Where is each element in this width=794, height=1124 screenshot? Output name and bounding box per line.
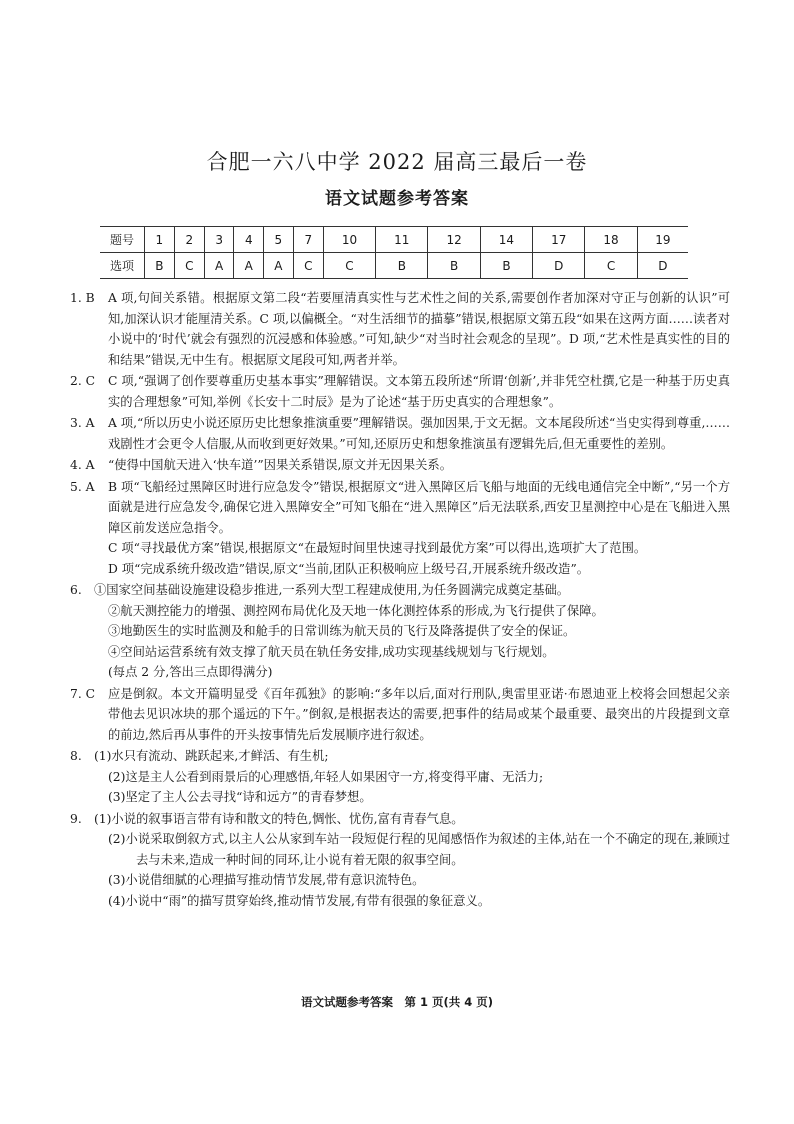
answer-option: B [428, 253, 480, 279]
answer-explanations [70, 288, 730, 912]
item-number: 8. [70, 749, 82, 763]
item-text: 应是倒叙。本文开篇明显受《百年孤独》的影响:“多年以后,面对行刑队,奥雷里亚诺·布恩迪亚上校将会回想起父亲带他去见识冰块的那个遥远的下午。”倒叙,是根据表达的需要,把事件的结局或某个最重要、最突出的片段提到文章的前边,然后再从事件的开头按事情先后发展顺序进行叙述。 [108, 686, 730, 742]
answer-item-8 [70, 746, 730, 808]
question-number: 11 [376, 227, 428, 253]
answer-option: C [585, 253, 637, 279]
row-header-number: 题号 [100, 227, 145, 253]
answer-option: A [234, 253, 264, 279]
item-point-1: (1)水只有流动、跳跃起来,才鲜活、有生机; [94, 749, 329, 763]
item-number: 4. A [70, 458, 95, 472]
answer-option: B [376, 253, 428, 279]
item-scoring-note: (每点 2 分,答出三点即得满分) [108, 665, 273, 679]
question-number: 5 [264, 227, 294, 253]
question-number: 1 [145, 227, 175, 253]
item-point-2: ②航天测控能力的增强、测控网布局优化及天地一体化测控体系的形成,为飞行提供了保障。 [108, 603, 604, 618]
page-subtitle: 语文试题参考答案 [325, 189, 469, 209]
answer-item-9 [70, 809, 730, 912]
question-number: 7 [293, 227, 323, 253]
page-title: 合肥一六八中学 2022 届高三最后一卷 [206, 150, 588, 174]
question-number: 3 [204, 227, 234, 253]
answer-item-4 [70, 455, 730, 476]
question-number: 2 [174, 227, 204, 253]
question-number: 18 [585, 227, 637, 253]
answer-item-6 [70, 580, 730, 683]
item-point-3: ③地勤医生的实时监测及和舱手的日常训练为航天员的飞行及降落提供了安全的保证。 [108, 624, 576, 638]
answer-option: B [145, 253, 175, 279]
row-header-option: 选项 [100, 253, 145, 279]
item-text-option-d: D 项“完成系统升级改造”错误,原文“当前,团队正积极响应上级号召,开展系统升级改造”。 [108, 561, 590, 576]
answer-item-3 [70, 413, 730, 454]
item-number: 5. A [70, 479, 95, 494]
answer-option: B [480, 253, 532, 279]
page-footer: 语文试题参考答案 第 1 页(共 4 页) [300, 995, 494, 1009]
question-number: 14 [480, 227, 532, 253]
answer-item-7 [70, 684, 730, 746]
item-number: 3. A [70, 416, 95, 430]
answer-option: D [533, 253, 585, 279]
item-point-1: ①国家空间基础设施建设稳步推进,一系列大型工程建成使用,为任务圆满完成奠定基础。 [94, 583, 570, 597]
item-text: “使得中国航天进入‘快车道’”因果关系错误,原文并无因果关系。 [108, 458, 453, 472]
answer-option: A [204, 253, 234, 279]
item-point-2: (2)这是主人公看到雨景后的心理感悟,年轻人如果困守一方,将变得平庸、无活力; [108, 769, 544, 784]
answer-table [100, 226, 688, 279]
item-point-4: ④空间站运营系统有效支撑了航天员在轨任务安排,成功实现基线规划与飞行规划。 [108, 644, 555, 659]
answer-option: C [323, 253, 375, 279]
item-number: 2. C [70, 374, 96, 388]
question-number: 4 [234, 227, 264, 253]
item-point-3: (3)坚定了主人公去寻找“诗和远方”的青春梦想。 [108, 790, 372, 804]
item-text: A 项,“所以历史小说还原历史比想象推演重要”理解错误。强加因果,于文无据。文本尾段所述“当史实得到尊重,……戏剧性才会更令人信服,从而收到更好效果。”可知,还原历史和想象推演虽有逻辑先后,但无重要性的差别。 [108, 416, 730, 451]
answer-item-2 [70, 371, 730, 412]
answer-table-number-row [100, 227, 688, 253]
item-text-option-c: C 项“寻找最优方案”错误,根据原文“在最短时间里快速寻找到最优方案”可以得出,选项扩大了范围。 [108, 541, 647, 555]
question-number: 17 [533, 227, 585, 253]
item-text: A 项,句间关系错。根据原文第二段“若要厘清真实性与艺术性之间的关系,需要创作者加深对守正与创新的认识”可知,加深认识才能厘清关系。C 项,以偏概全。“对生活细节的描摹”错误,根据原文第五段“如果在这两方面……读者对小说中的‘时代’就会有强烈的沉浸感和体验感。”可知,缺少“对当时社会观念的呈现”。D 项,“艺术性是真实性的目的和结果”错误,无中生有。根据原文尾段可知,两者并举。 [108, 291, 730, 367]
answer-item-1 [70, 288, 730, 370]
answer-option: C [293, 253, 323, 279]
answer-option: C [174, 253, 204, 279]
item-text: B 项“飞船经过黑障区时进行应急发令”错误,根据原文“进入黑障区后飞船与地面的无线电通信完全中断”,“另一个方面就是进行应急发令,确保它进入黑障安全”可知飞船在“进入黑障区”后无法联系,西安卫星测控中心是在飞船进入黑障区前发送应急指令。 [108, 479, 730, 535]
item-point-4: (4)小说中“雨”的描写贯穿始终,推动情节发展,有带有很强的象征意义。 [108, 893, 491, 908]
item-number: 1. B [70, 291, 95, 305]
item-point-1: (1)小说的叙事语言带有诗和散文的特色,惆怅、忧伤,富有青春气息。 [94, 811, 464, 826]
item-number: 7. C [70, 686, 96, 701]
item-point-3: (3)小说借细腻的心理描写推动情节发展,带有意识流特色。 [108, 873, 425, 887]
question-number: 12 [428, 227, 480, 253]
question-number: 10 [323, 227, 375, 253]
answer-option: D [637, 253, 688, 279]
question-number: 19 [637, 227, 688, 253]
item-number: 6. [70, 583, 82, 597]
answer-option: A [264, 253, 294, 279]
answer-table-option-row [100, 253, 688, 279]
answer-item-5 [70, 477, 730, 580]
item-number: 9. [70, 811, 82, 826]
item-point-2: (2)小说采取倒叙方式,以主人公从家到车站一段短促行程的见闻感悟作为叙述的主体,站在一个不确定的现在,兼顾过去与未来,造成一种时间的同环,让小说有着无限的叙事空间。 [108, 832, 730, 867]
item-text: C 项,“强调了创作要尊重历史基本事实”理解错误。文本第五段所述“所谓‘创新’,并非凭空杜撰,它是一种基于历史真实的合理想象”可知,举例《长安十二时辰》是为了论述“基于历史真实的合理想象”。 [108, 374, 730, 409]
